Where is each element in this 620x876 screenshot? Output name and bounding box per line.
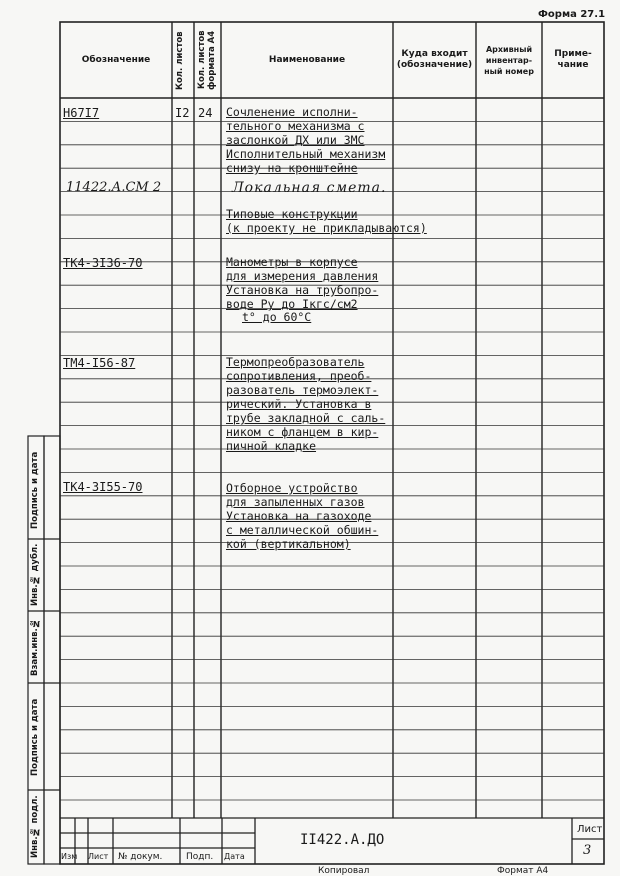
- entry-code: Н67І7: [63, 106, 100, 120]
- side-label-signature-date: Подпись и дата: [30, 451, 40, 529]
- entry-line: Типовые конструкции: [226, 207, 358, 221]
- form-label: Форма 27.1: [538, 9, 606, 20]
- entry-line: с металлической обшин-: [226, 523, 379, 537]
- doc-code: ІІ422.А.ДО: [300, 832, 385, 848]
- header-sheets: Кол. листов: [175, 31, 185, 91]
- entry-line: Манометры в корпусе: [226, 255, 358, 269]
- entry-line: сопротивления, преоб-: [226, 369, 372, 383]
- entry-line: заслонкой ДХ или ЗМС: [226, 133, 365, 147]
- entry-code: ТК4-3І36-70: [63, 256, 143, 270]
- header-sheets-a4: Кол. листов формата А4: [197, 30, 217, 90]
- entry-line: тельного механизма с: [226, 119, 365, 133]
- entry-line: Исполнительный механизм: [226, 147, 386, 161]
- entry-sheets-a4: 24: [198, 106, 213, 120]
- entry-line: Отборное устройство: [226, 481, 358, 495]
- header-note: Приме- чание: [554, 49, 592, 70]
- entry-sheets: І2: [175, 106, 190, 120]
- entry-line-handwritten: Локальная смета.: [232, 180, 387, 196]
- footer-copied: Копировал: [318, 866, 370, 876]
- entry-line: воде Ру до Ікгс/см2: [226, 297, 358, 311]
- entry-line: трубе закладной с саль-: [226, 411, 386, 425]
- side-label-replacement-inventory: Взам.инв.№: [30, 618, 40, 676]
- entry-line: ником с фланцем в кир-: [226, 425, 379, 439]
- title-col-sign: Подп.: [186, 852, 214, 862]
- title-col-sheet: Лист: [88, 852, 109, 861]
- header-archive: Архивный инвентар- ный номер: [484, 44, 534, 76]
- title-col-date: Дата: [224, 852, 245, 861]
- title-col-change: Изм: [61, 852, 78, 861]
- footer-format: Формат А4: [497, 866, 549, 876]
- entry-line: пичной кладке: [226, 439, 317, 453]
- entry-line: t° до 60°С: [242, 310, 312, 324]
- entry-line: разователь термоэлект-: [226, 383, 379, 397]
- header-name: Наименование: [268, 54, 346, 65]
- header-designation: Обозначение: [81, 54, 151, 65]
- entry-code: ТМ4-І56-87: [63, 356, 136, 370]
- entry-line: для измерения давления: [226, 269, 379, 283]
- entry-line: Установка на газоходе: [226, 509, 372, 523]
- entry-code-handwritten: 11422.А.СМ 2: [66, 180, 162, 195]
- sheet-number: 3: [583, 843, 592, 858]
- entry-line: (к проекту не прикладываются): [226, 221, 427, 235]
- side-label-signature-date-2: Подпись и дата: [30, 698, 40, 776]
- sheet-label: Лист: [577, 824, 603, 835]
- entry-line: для запыленных газов: [226, 495, 365, 509]
- side-label-original-inventory: Инв.№ подл.: [30, 795, 40, 859]
- entry-line: Термопреобразователь: [226, 355, 365, 369]
- entry-code: ТК4-3І55-70: [63, 480, 143, 494]
- header-where: Куда входит (обозначение): [396, 49, 473, 70]
- side-label-dup-inventory: Инв.№ дубл.: [30, 543, 40, 607]
- title-col-doc: № докум.: [118, 852, 163, 862]
- entry-line: Установка на трубопро-: [226, 283, 379, 297]
- entry-line: снизу на кронштейне: [226, 161, 358, 175]
- entry-line: Сочленение исполни-: [226, 105, 358, 119]
- entry-line: рический. Установка в: [226, 397, 372, 411]
- entry-line: кой (вертикальном): [226, 537, 351, 551]
